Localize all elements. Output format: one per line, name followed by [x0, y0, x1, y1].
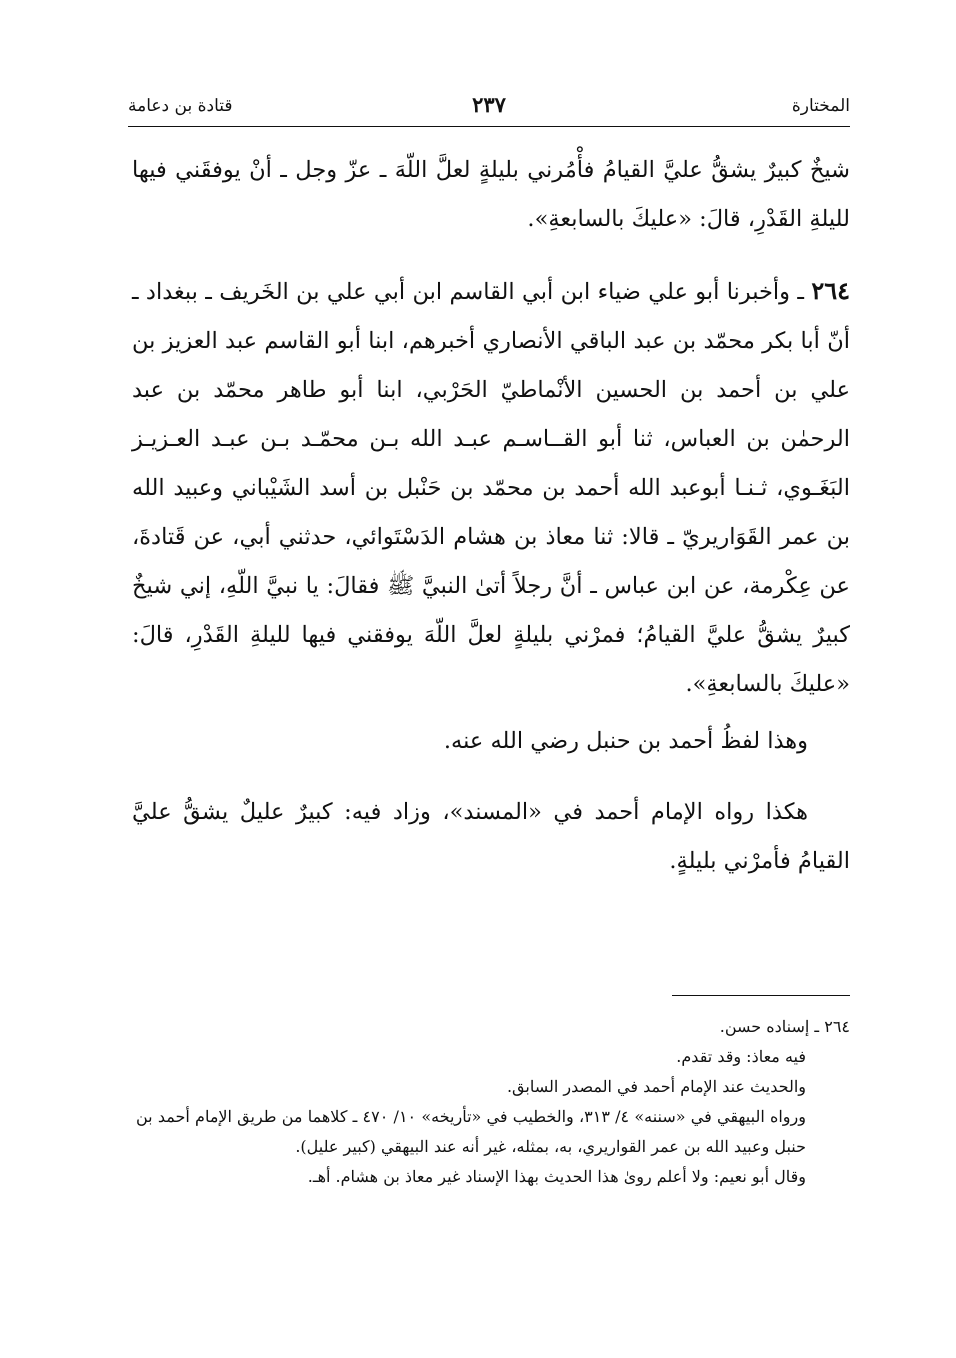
running-header: [128, 92, 850, 126]
page-number: ٢٣٧: [472, 92, 506, 117]
book-title: المختارة: [791, 96, 850, 116]
section-title: قتادة بن دعامة: [128, 96, 233, 116]
footnote-grading: ـ إسناده حسن.: [719, 1017, 820, 1036]
hadith-paragraph: [132, 266, 850, 709]
wording-note: وهذا لفظُ أحمد بن حنبل رضي الله عنه.: [443, 728, 808, 754]
main-text: [132, 146, 850, 886]
continuation-paragraph: شيخٌ كبيرٌ يشقُّ عليَّ القيامُ فأْمُرني بليلةٍ لعلَّ اللّهَ ـ عزّ وجل ـ أنْ يوفقَني فيها لليلةِ القَدْرِ، قالَ: «عليكَ بالسابعةِ».: [132, 157, 850, 232]
footnote-rule: [672, 995, 850, 996]
footnote-number: ٢٦٤: [824, 1017, 850, 1036]
footnote-line: فيه معاذ: وقد تقدم.: [676, 1047, 806, 1066]
hadith-text: ـ وأخبرنا أبو علي ضياء ابن أبي القاسم ابن أبي علي بن الخَريف ـ ببغداد ـ أنّ أبا بكر محمّد بن عبد الباقي الأنصاري أخبرهم، ابنا أبو القاسم عبد العزيز بن علي بن أحمد بن الحسين الأنْماطيّ الحَرْبي، ابنا أبو طاهر محمّد بن عبد الرحمٰن بن العباس، ثنا أبو القــاسـم عبـد الله بـن محمّـد بـن عبـد العـزيـز البَغَـوي، ثـنـا أبوعبد الله أحمد بن محمّد بن حَنْبل بن أسد الشَيْباني وعبيد الله بن عمر القَوَاريريّ ـ قالا: ثنا معاذ بن هشام الدَسْتَوائي، حدثني أبي، عن قَتادةَ، عن عِكْرمة، عن ابن عباس ـ أنَّ رجلاً أتىٰ النبيَّ ﷺ فقالَ: يا نبيَّ اللّهِ، إني شيخٌ كبيرٌ يشقُّ عليَّ القيامُ؛ فمرْني بليلةٍ لعلَّ اللّهَ يوفقني فيها لليلةِ القَدْرِ، قالَ: «عليكَ بالسابعةِ».: [132, 279, 850, 697]
footnote-first-line: [136, 1012, 850, 1042]
hadith-number: ٢٦٤: [811, 276, 851, 305]
narration-note: هكذا رواه الإمام أحمد في «المسند»، وزاد فيه: كبيرٌ عليلٌ يشقُّ عليَّ القيامُ فأمرْني بليلةٍ.: [132, 799, 850, 874]
header-rule: [128, 126, 850, 127]
footnote-line: ورواه البيهقي في «سننه» ٤/ ٣١٣، والخطيب في «تأريخه» ١٠/ ٤٧٠ ـ كلاهما من طريق الإمام أحمد بن حنبل وعبيد الله بن عمر القواريري، به، بمثله، غير أنه عند البيهقي (كبير عليل).: [136, 1107, 806, 1156]
footnote-line: والحديث عند الإمام أحمد في المصدر السابق.: [506, 1077, 806, 1096]
footnotes: [136, 1012, 850, 1192]
footnote-line: وقال أبو نعيم: ولا أعلم روىٰ هذا الحديث بهذا الإسناد غير معاذ بن هشام. أهـ.: [307, 1167, 806, 1186]
